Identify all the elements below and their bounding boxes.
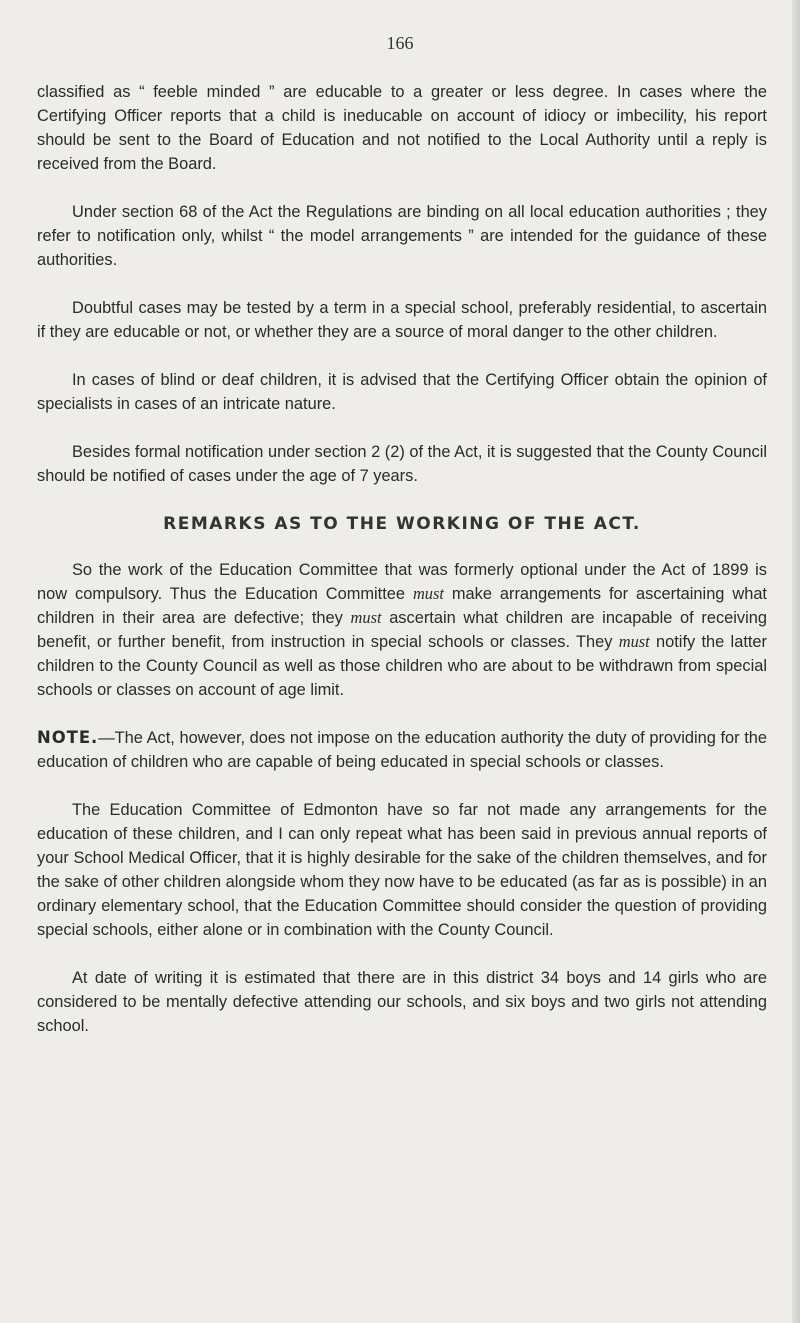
paragraph-work-of-committee: [37, 558, 767, 702]
emphasis-must: must: [618, 632, 650, 651]
page-body: [37, 80, 767, 1062]
emphasis-must: must: [350, 608, 382, 627]
paragraph-feeble-minded: classified as “ feeble minded ” are educable to a greater or less degree. In cases where the Certifying Officer reports that a child is ineducable on account of idiocy or imbecility, his report should be sent to the Board of Education and not notified to the Local Authority until a reply is received from the Board.: [37, 83, 767, 173]
page-edge-shadow: [792, 0, 800, 1323]
emphasis-must: must: [412, 584, 444, 603]
paragraph-section-68: Under section 68 of the Act the Regulations are binding on all local education authorities ; they refer to notification only, whilst “ the model arrangements ” are intended for the guidance of these authorities.: [37, 203, 767, 269]
note-label: NOTE.: [37, 728, 99, 747]
paragraph-edmonton: The Education Committee of Edmonton have so far not made any arrangements for the education of these children, and I can only repeat what has been said in previous annual reports of your School Medical Officer, that it is highly desirable for the sake of the children themselves, and for the sake of other children alongside whom they now have to be educated (as far as is possible) in an ordinary elementary school, that the Education Committee should consider the question of providing special schools, either alone or in combination with the County Council.: [37, 801, 767, 939]
paragraph-formal-notification: Besides formal notification under section 2 (2) of the Act, it is suggested that the County Council should be notified of cases under the age of 7 years.: [37, 443, 767, 485]
paragraph-note: [37, 726, 767, 774]
text-run: So the work of the Education Committee that was formerly optional under the Act of 1899 is now compulsory. Thus the Education Committee: [37, 561, 767, 603]
note-text: —The Act, however, does not impose on the education authority the duty of providing for the education of children who are capable of being educated in special schools or classes.: [37, 729, 767, 771]
text-run: make arrangements for ascertaining what children in their area are defective; they: [37, 585, 767, 627]
text-run: ascertain what children are incapable of receiving benefit, or further benefit, from instruction in special schools or classes. They: [37, 609, 768, 651]
page-number: 166: [386, 33, 414, 53]
paragraph-doubtful-cases: Doubtful cases may be tested by a term in a special school, preferably residential, to ascertain if they are educable or not, or whether they are a source of moral danger to the other children.: [37, 299, 767, 341]
paragraph-estimate: At date of writing it is estimated that there are in this district 34 boys and 14 girls who are considered to be mentally defective attending our schools, and six boys and two girls not attending school.: [37, 969, 767, 1035]
section-heading: REMARKS AS TO THE WORKING OF THE ACT.: [163, 514, 641, 534]
paragraph-blind-deaf: In cases of blind or deaf children, it is advised that the Certifying Officer obtain the opinion of specialists in cases of an intricate nature.: [37, 371, 767, 413]
text-run: notify the latter children to the County Council as well as those children who are about to be withdrawn from special schools or classes on account of age limit.: [37, 633, 767, 699]
